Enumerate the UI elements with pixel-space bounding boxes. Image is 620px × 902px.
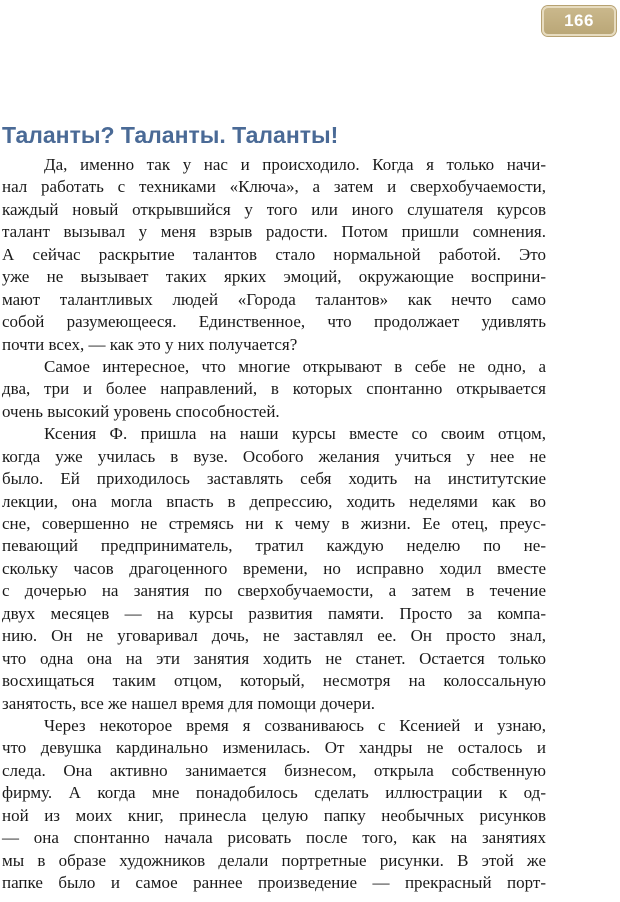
text-line: каждый новый открывшийся у того или иного слушателя курсов [2, 199, 546, 219]
body-text [2, 154, 546, 894]
text-line: Через некоторое время я созваниваюсь с Ксенией и узнаю, [44, 715, 546, 735]
text-line: фирму. А когда мне понадобилось сделать иллюстрации к од- [2, 783, 546, 803]
paragraph [2, 154, 546, 356]
text-line: очень высокий уровень способностей. [2, 401, 280, 421]
text-line: занятость, все же нашел время для помощи дочери. [2, 693, 376, 713]
text-line: певающий предприниматель, тратил каждую неделю по не- [2, 536, 546, 556]
text-line: два, три и более направлений, в которых спонтанно открывается [2, 379, 546, 399]
text-line: с дочерью на занятия по сверхобучаемости, а затем в течение [2, 581, 546, 601]
text-line: что одна она на эти занятия ходить не станет. Остается только [2, 648, 546, 668]
text-line: было. Ей приходилось заставлять себя ходить на институтские [2, 469, 546, 489]
text-line: нию. Он не уговаривал дочь, не заставлял ее. Он просто знал, [2, 626, 546, 646]
text-line: Да, именно так у нас и происходило. Когда я только начи- [44, 155, 546, 174]
text-line: собой разумеющееся. Единственное, что продолжает удивлять [2, 312, 546, 332]
text-line: восхищаться таким отцом, который, несмотря на колоссальную [2, 671, 546, 691]
text-line: талант вызывал у меня взрыв радости. Потом пришли сомнения. [2, 222, 546, 242]
text-line: нал работать с техниками «Ключа», а затем и сверхобучаемости, [2, 177, 546, 197]
text-line: мы в образе художников делали портретные рисунки. В этой же [2, 850, 546, 870]
text-line: следа. Она активно занимается бизнесом, открыла собственную [2, 760, 546, 780]
text-line: лекции, она могла впасть в депрессию, ходить неделями как во [2, 491, 546, 511]
text-line: мают талантливых людей «Города талантов» как нечто само [2, 289, 546, 309]
text-line: Ксения Ф. пришла на наши курсы вместе со своим отцом, [44, 424, 546, 444]
text-line: когда уже училась в вузе. Особого желания учиться у нее не [2, 446, 546, 466]
text-line: почти всех, — как это у них получается? [2, 334, 298, 354]
text-line: двух месяцев — на курсы развития памяти. Просто за компа- [2, 603, 546, 623]
page-number-badge: 166 [542, 6, 616, 36]
text-line: ной из моих книг, принесла целую папку необычных рисунков [2, 805, 546, 825]
text-line: скольку часов драгоценного времени, но исправно ходил вместе [2, 558, 546, 578]
text-line: Самое интересное, что многие открывают в себе не одно, а [44, 356, 546, 376]
text-line: уже не вызывает таких ярких эмоций, окружающие восприни- [2, 267, 546, 287]
paragraph [2, 715, 546, 895]
paragraph [2, 423, 546, 715]
text-line: А сейчас раскрытие талантов стало нормальной работой. Это [2, 244, 546, 264]
text-line: сне, совершенно не стремясь ни к чему в жизни. Ее отец, преус- [2, 514, 546, 533]
paragraph [2, 356, 546, 423]
chapter-title: Таланты? Таланты. Таланты! [2, 122, 339, 148]
text-line: — она спонтанно начала рисовать после того, как на занятиях [2, 828, 546, 848]
text-line: что девушка кардинально изменилась. От хандры не осталось и [2, 738, 546, 758]
text-line: папке было и самое раннее произведение — прекрасный порт- [2, 873, 546, 892]
